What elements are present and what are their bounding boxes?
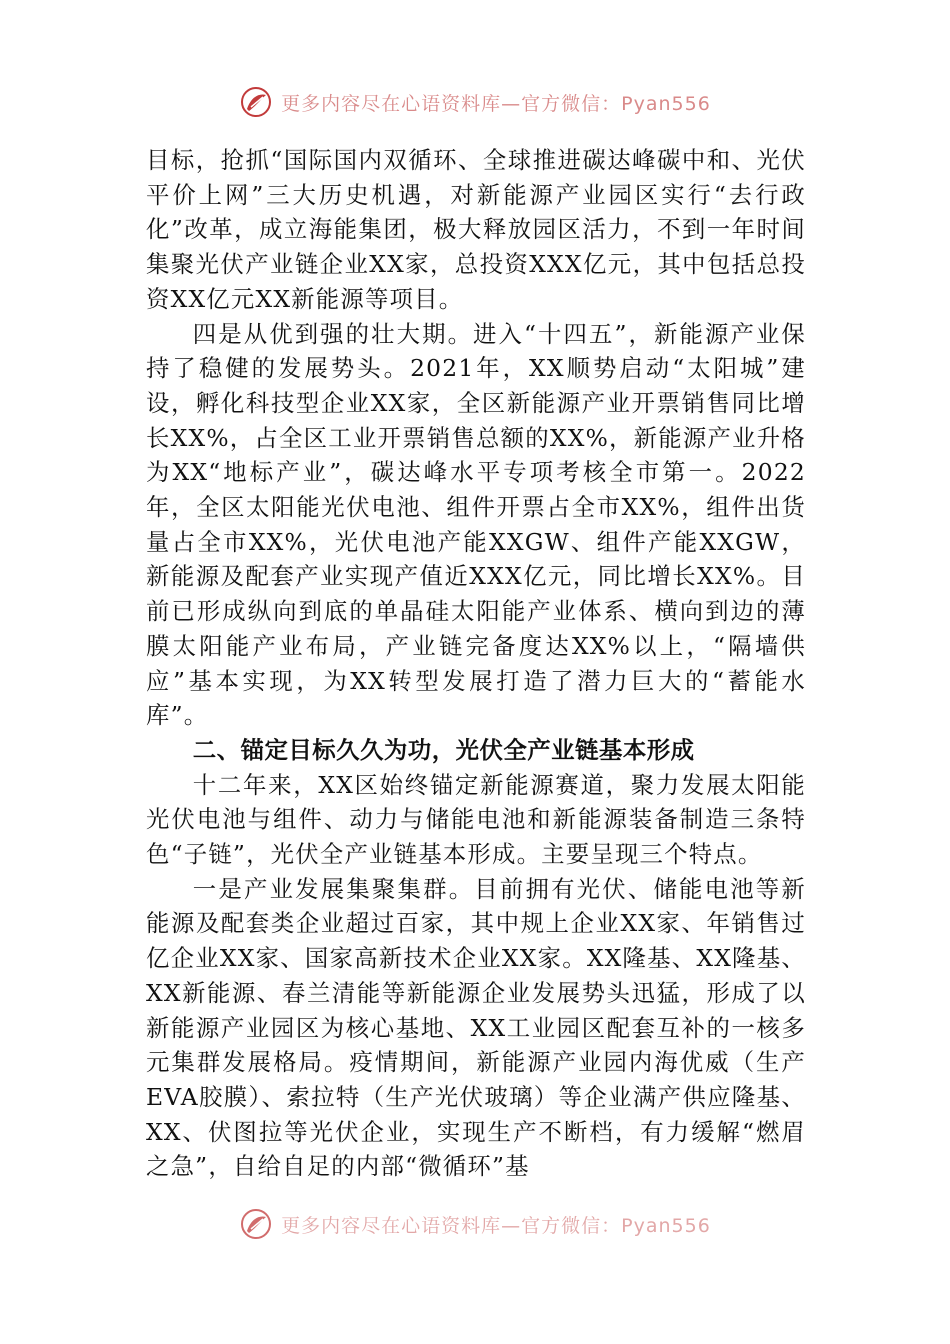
section-heading-2: 二、锚定目标久久为功，光伏全产业链基本形成 xyxy=(192,735,695,764)
document-body xyxy=(146,143,806,1184)
watermark-logo-icon xyxy=(239,85,273,119)
paragraph-2: 四是从优到强的壮大期。进入“十四五”，新能源产业保持了稳健的发展势头。2021年，XX顺势启动“太阳城”建设，孵化科技型企业XX家，全区新能源产业开票销售同比增长XX%，占全区工业开票销售总额的XX%，新能源产业升格为XX“地标产业”，碳达峰水平专项考核全市第一。2022年，全区太阳能光伏电池、组件开票占全市XX%，组件出货量占全市XX%，光伏电池产能XXGW、组件产能XXGW，新能源及配套产业实现产值近XXX亿元，同比增长XX%。目前已形成纵向到底的单晶硅太阳能产业体系、横向到边的薄膜太阳能产业布局，产业链完备度达XX%以上，“隔墙供应”基本实现，为XX转型发展打造了潜力巨大的“蓄能水库”。 xyxy=(146,319,806,730)
watermark-text: 更多内容尽在心语资料库—官方微信：Pyan556 xyxy=(281,1214,711,1237)
watermark-logo-icon xyxy=(239,1207,273,1241)
paragraph-4: 一是产业发展集聚集群。目前拥有光伏、储能电池等新能源及配套类企业超过百家，其中规上企业XX家、年销售过亿企业XX家、国家高新技术企业XX家。XX隆基、XX隆基、XX新能源、春兰清能等新能源企业发展势头迅猛，形成了以新能源产业园区为核心基地、XX工业园区配套互补的一核多元集群发展格局。疫情期间，新能源产业园内海优威（生产EVA胶膜）、索拉特（生产光伏玻璃）等企业满产供应隆基、XX、伏图拉等光伏企业，实现生产不断档，有力缓解“燃眉之急”，自给自足的内部“微循环”基 xyxy=(146,874,806,1181)
watermark-header xyxy=(0,82,950,122)
paragraph-1: 目标，抢抓“国际国内双循环、全球推进碳达峰碳中和、光伏平价上网”三大历史机遇，对新能源产业园区实行“去行政化”改革，成立海能集团，极大释放园区活力，不到一年时间集聚光伏产业链企业XX家，总投资XXX亿元，其中包括总投资XX亿元XX新能源等项目。 xyxy=(146,146,806,313)
watermark-footer xyxy=(0,1204,950,1244)
paragraph-3: 十二年来，XX区始终锚定新能源赛道，聚力发展太阳能光伏电池与组件、动力与储能电池和新能源装备制造三条特色“子链”，光伏全产业链基本形成。主要呈现三个特点。 xyxy=(146,770,806,869)
watermark-text: 更多内容尽在心语资料库—官方微信：Pyan556 xyxy=(281,92,711,115)
